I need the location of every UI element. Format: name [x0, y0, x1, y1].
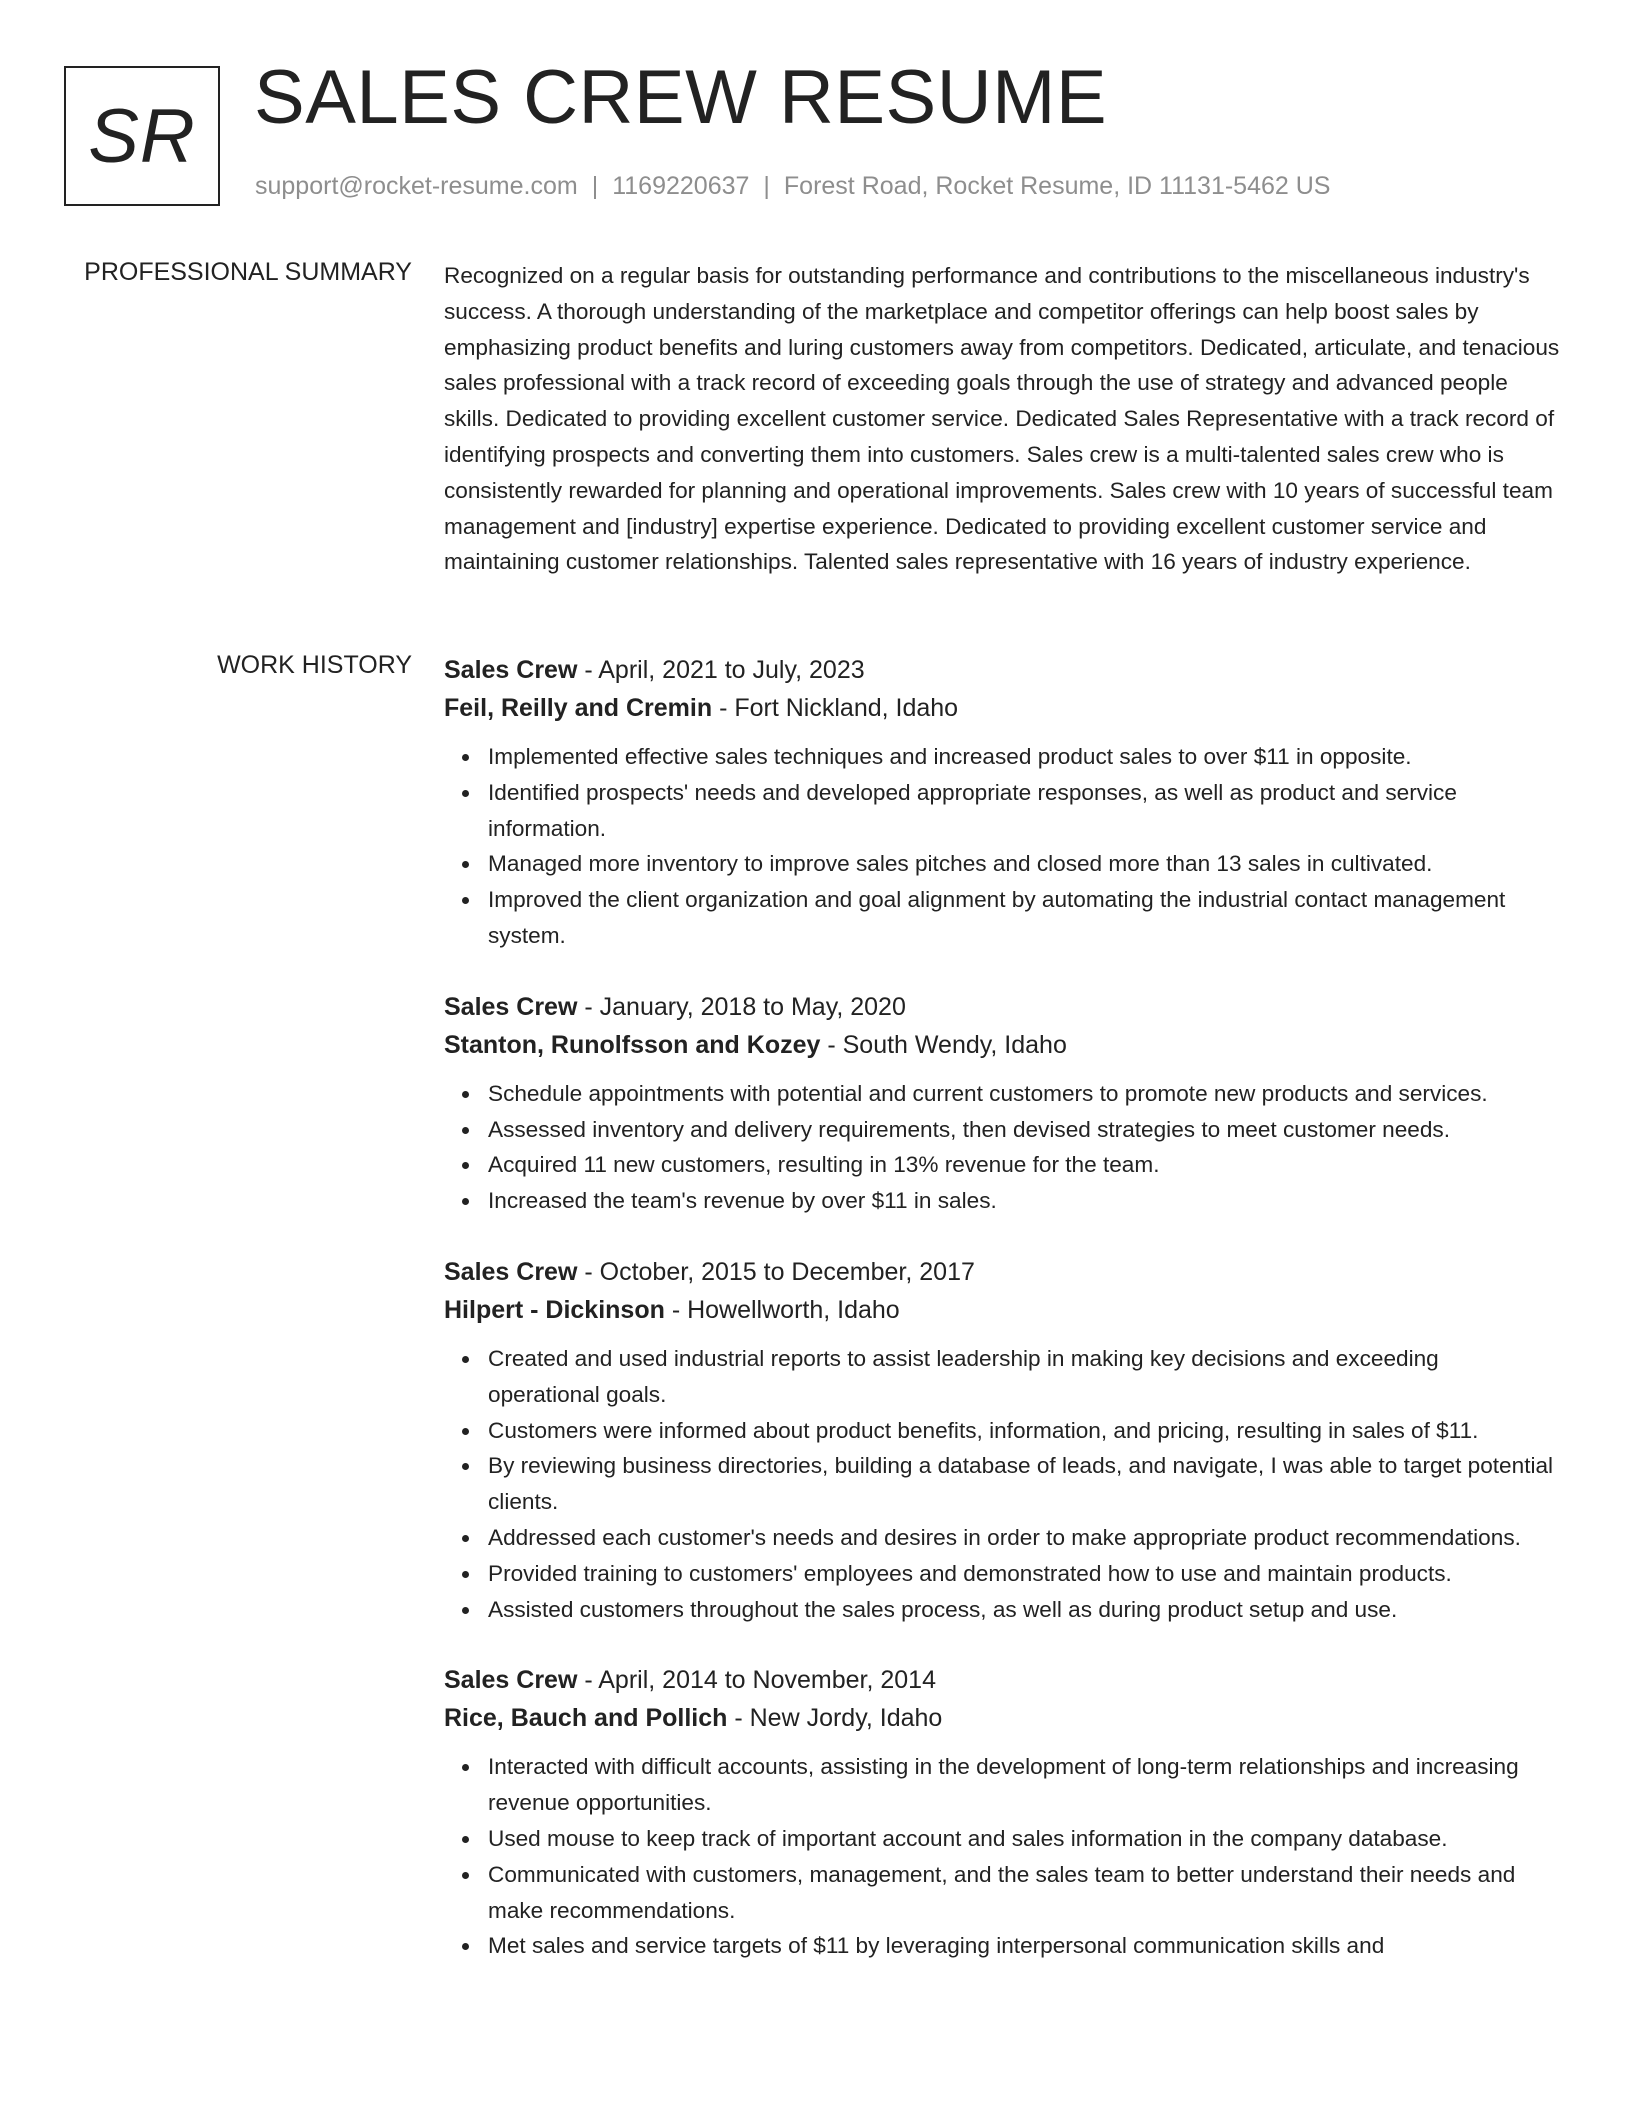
job-entry [444, 988, 1564, 1219]
job-title-line [444, 1253, 1564, 1291]
monogram-logo [64, 66, 220, 206]
job-bullet: Schedule appointments with potential and current customers to promote new products and services. [488, 1076, 1564, 1112]
job-title: Sales Crew [444, 656, 578, 684]
contact-separator: | [763, 172, 770, 200]
job-bullet: Implemented effective sales techniques and increased product sales to over $11 in opposite. [488, 739, 1564, 775]
job-entry [444, 1661, 1564, 1964]
job-company-line [444, 689, 1564, 727]
job-company: Feil, Reilly and Cremin [444, 694, 713, 722]
summary-text: Recognized on a regular basis for outstanding performance and contributions to the miscellaneous industry's success. A thorough understanding of the marketplace and competitor offerings can help boost sales by emphasizing product benefits and luring customers away from competitors. Dedicated, articulate, and tenacious sales professional with a track record of exceeding goals through the use of strategy and advanced people skills. Dedicated to providing excellent customer service. Dedicated Sales Representative with a track record of identifying prospects and converting them into customers. Sales crew is a multi-talented sales crew who is consistently rewarded for planning and operational improvements. Sales crew with 10 years of successful team management and [industry] expertise experience. Dedicated to providing excellent customer service and maintaining customer relationships. Talented sales representative with 16 years of industry experience. [444, 263, 1560, 575]
job-location: - Fort Nickland, Idaho [712, 694, 959, 722]
job-company: Hilpert - Dickinson [444, 1295, 665, 1324]
section-label-summary: PROFESSIONAL SUMMARY [84, 258, 412, 286]
job-title: Sales Crew [444, 1666, 578, 1695]
contact-address: Forest Road, Rocket Resume, ID 11131-5462 US [783, 172, 1331, 200]
job-bullet: Managed more inventory to improve sales pitches and closed more than 13 sales in cultivated. [488, 846, 1564, 882]
job-title: Sales Crew [444, 992, 578, 1021]
contact-email: support@rocket-resume.com [255, 172, 578, 200]
job-entry [444, 651, 1564, 954]
job-bullet-list [444, 1341, 1564, 1627]
job-title: Sales Crew [444, 1257, 578, 1286]
section-label-work-history: WORK HISTORY [217, 651, 412, 679]
contact-separator: | [591, 172, 599, 200]
job-bullet: Interacted with difficult accounts, assisting in the development of long-term relationships and increasing revenue opportunities. [488, 1749, 1564, 1821]
job-company-line [444, 1291, 1564, 1329]
job-bullet-list [444, 1749, 1564, 1964]
job-bullet: Communicated with customers, management, and the sales team to better understand their needs and make recommendations. [488, 1857, 1564, 1929]
work-history-list [444, 651, 1564, 1998]
job-bullet-list [444, 739, 1564, 954]
job-bullet-list [444, 1076, 1564, 1219]
resume-header [64, 55, 1564, 214]
job-bullet: Customers were informed about product benefits, information, and pricing, resulting in sales of $11. [488, 1413, 1564, 1449]
resume-title: SALES CREW RESUME [254, 55, 1108, 140]
job-company: Stanton, Runolfsson and Kozey [444, 1030, 821, 1059]
job-bullet: Assisted customers throughout the sales process, as well as during product setup and use. [488, 1592, 1564, 1628]
job-bullet: Created and used industrial reports to assist leadership in making key decisions and exceeding operational goals. [488, 1341, 1564, 1413]
job-entry [444, 1253, 1564, 1627]
job-bullet: Provided training to customers' employees and demonstrated how to use and maintain products. [488, 1556, 1564, 1592]
job-bullet: By reviewing business directories, building a database of leads, and navigate, I was able to target potential clients. [488, 1448, 1564, 1520]
job-dates: - April, 2014 to November, 2014 [577, 1666, 936, 1695]
job-title-line [444, 651, 1564, 689]
job-location: - South Wendy, Idaho [820, 1030, 1067, 1059]
job-bullet: Met sales and service targets of $11 by leveraging interpersonal communication skills and [488, 1928, 1564, 1964]
job-bullet: Assessed inventory and delivery requirements, then devised strategies to meet customer needs. [488, 1112, 1564, 1148]
job-company-line [444, 1699, 1564, 1737]
job-title-line [444, 988, 1564, 1026]
job-location: - New Jordy, Idaho [727, 1704, 943, 1733]
job-company-line [444, 1026, 1564, 1064]
job-company: Rice, Bauch and Pollich [444, 1704, 728, 1733]
job-bullet: Improved the client organization and goal alignment by automating the industrial contact management system. [488, 882, 1564, 954]
job-dates: - October, 2015 to December, 2017 [577, 1257, 975, 1286]
job-bullet: Identified prospects' needs and developed appropriate responses, as well as product and service information. [488, 775, 1564, 847]
job-bullet: Increased the team's revenue by over $11 in sales. [488, 1183, 1564, 1219]
contact-line [255, 172, 1330, 201]
job-bullet: Acquired 11 new customers, resulting in 13% revenue for the team. [488, 1147, 1564, 1183]
contact-phone: 1169220637 [612, 172, 750, 200]
job-bullet: Addressed each customer's needs and desires in order to make appropriate product recommendations. [488, 1520, 1564, 1556]
monogram-initials: SR [88, 93, 196, 179]
job-location: - Howellworth, Idaho [664, 1295, 900, 1324]
job-title-line [444, 1661, 1564, 1699]
job-bullet: Used mouse to keep track of important account and sales information in the company database. [488, 1821, 1564, 1857]
job-dates: - January, 2018 to May, 2020 [577, 992, 906, 1021]
job-dates: - April, 2021 to July, 2023 [577, 656, 865, 684]
